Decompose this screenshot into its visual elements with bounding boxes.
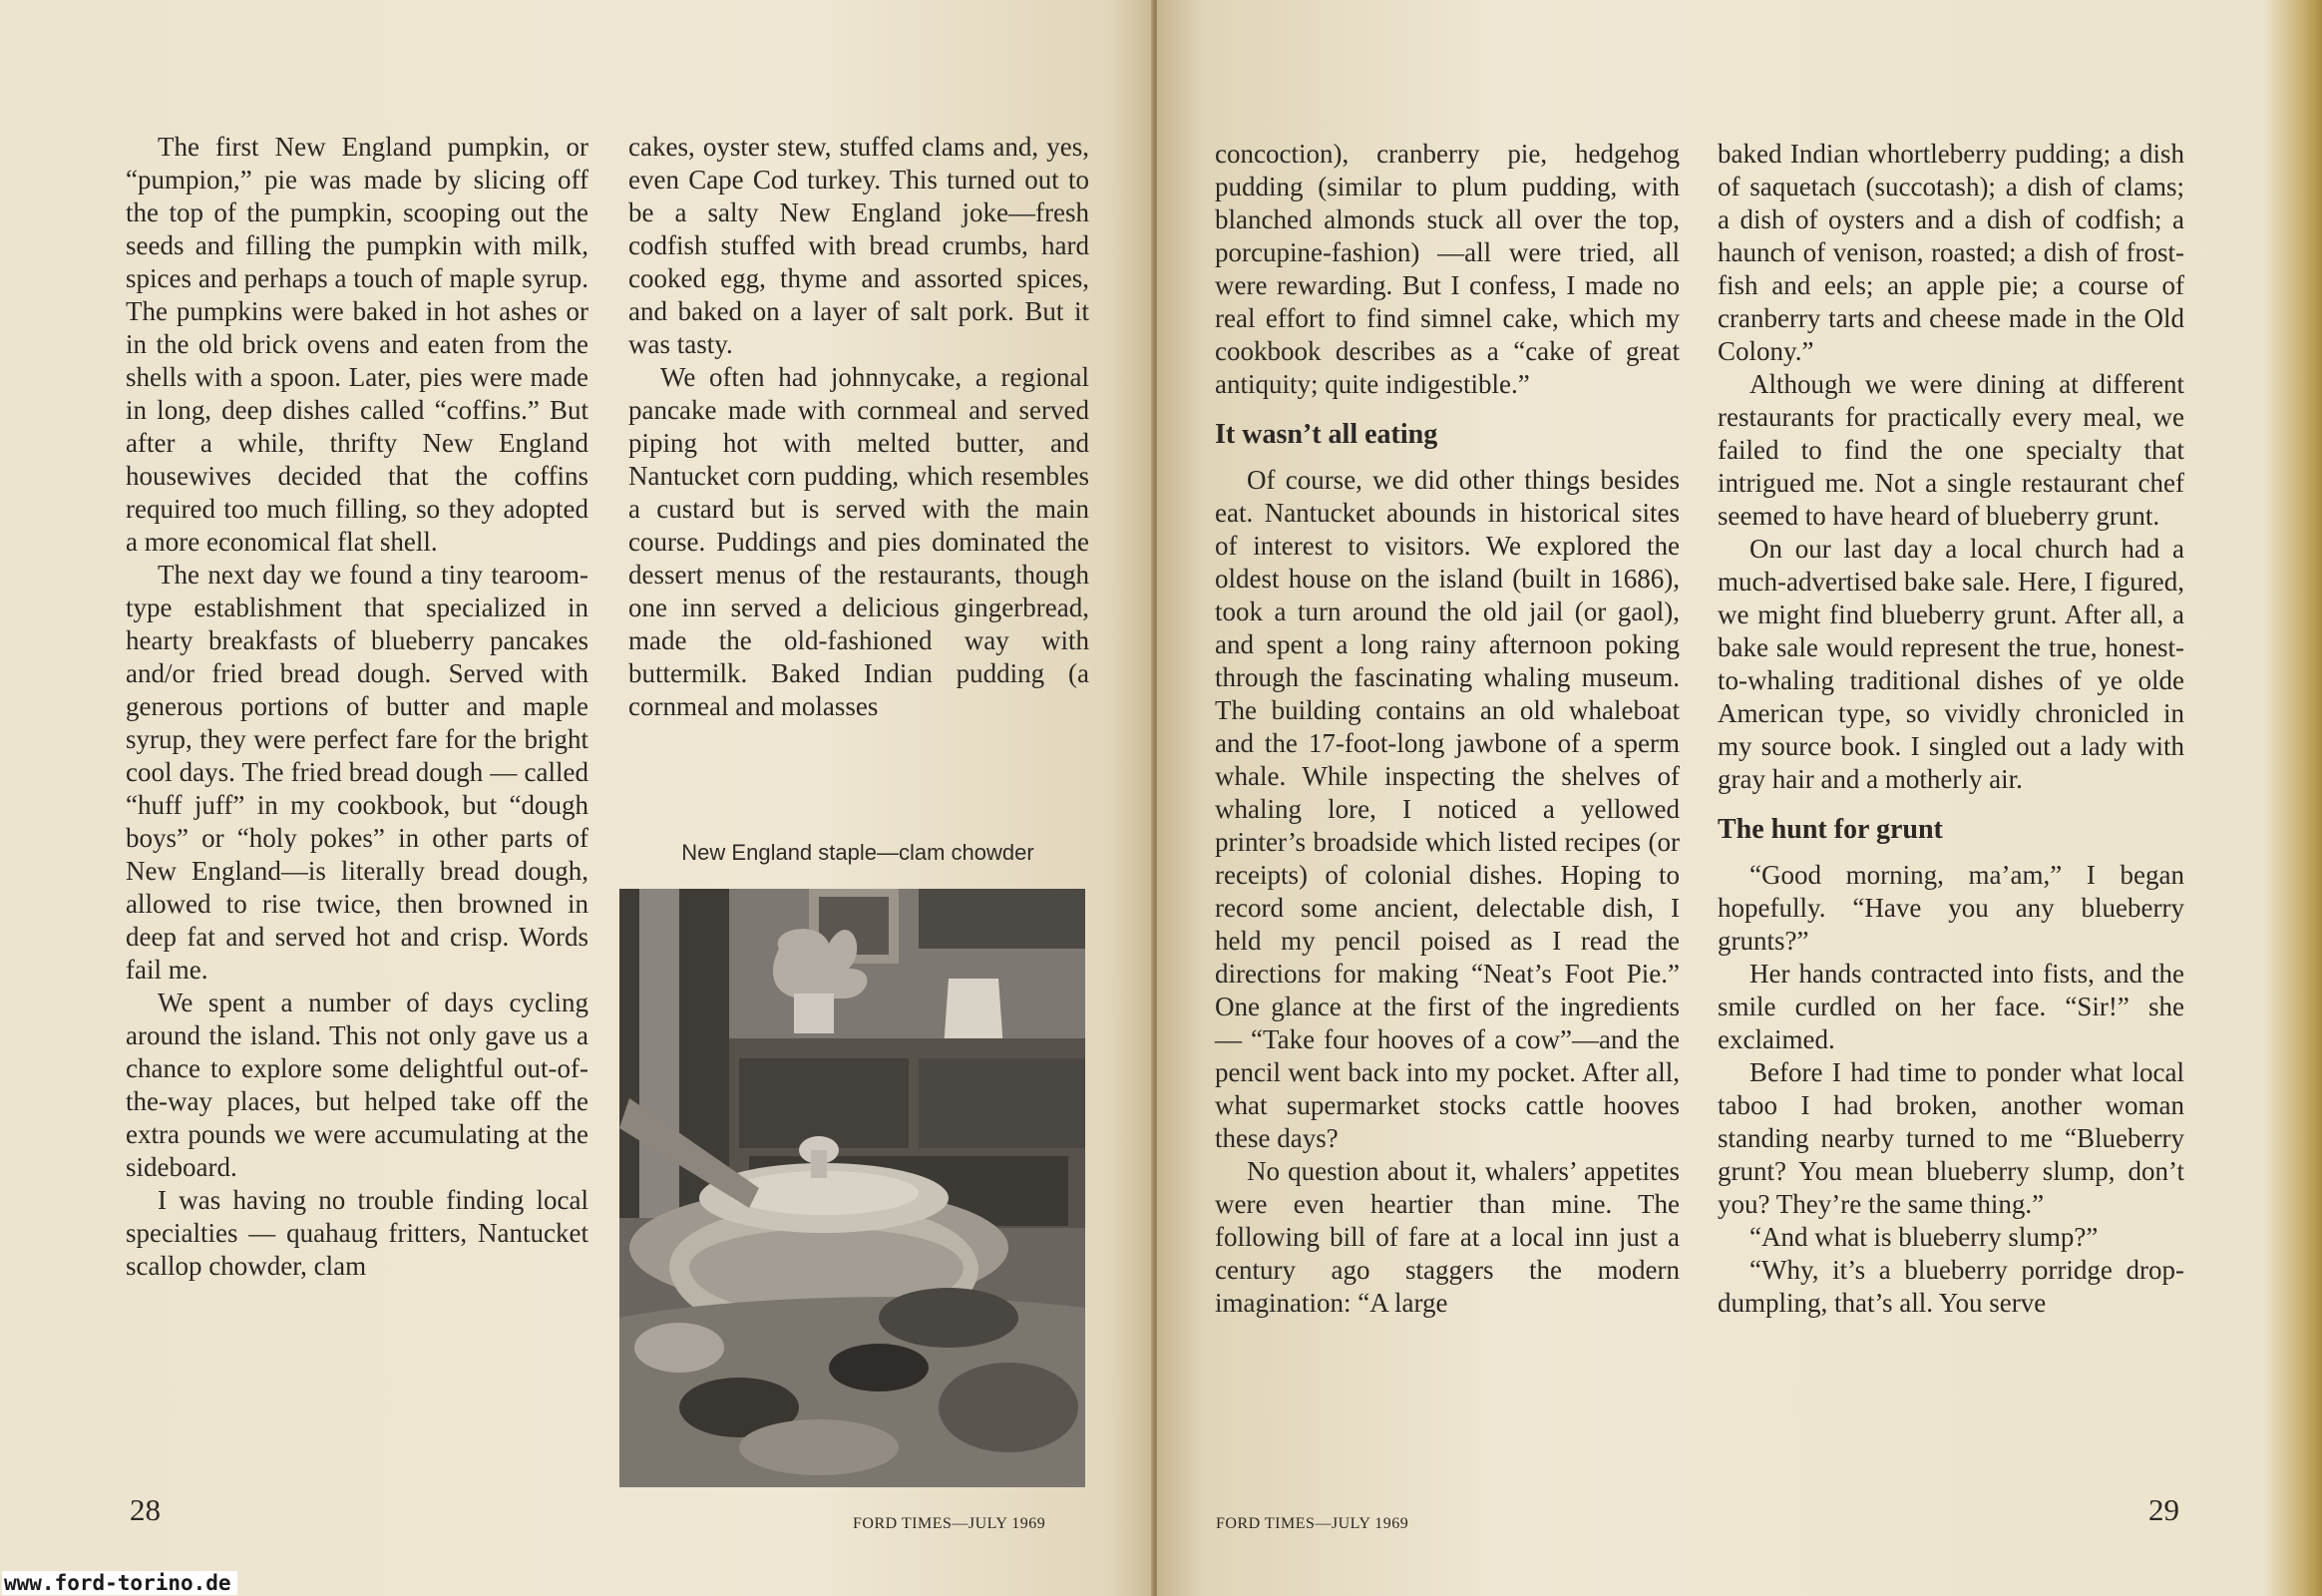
paragraph: “Why, it’s a blueberry porridge drop-dumpling, that’s all. You serve	[1718, 1255, 2184, 1318]
tureen-illustration	[619, 889, 1085, 1487]
clam-chowder-photo	[619, 889, 1085, 1487]
left-page	[0, 0, 1153, 1596]
paragraph: concoction), cranberry pie, hedgehog pudding (similar to plum pudding, with blanched almonds stuck all over the top, porcupine-fashion) —all were tried, all were rewarding. But I confess, I made no real effort to find simnel cake, which my cookbook describes as a “cake of great antiquity; quite indigestible.”	[1215, 139, 1680, 399]
paragraph: We spent a number of days cycling around the island. This not only gave us a chance to explore some delightful out-of-the-way places, but helped take off the extra pounds we were accumulating at the sideboard.	[126, 988, 588, 1182]
paragraph: No question about it, whalers’ appetites were even heartier than mine. The following bill of fare at a local inn just a century ago staggers the modern imagination: “A large	[1215, 1156, 1680, 1318]
right-column-1	[1215, 138, 1680, 1320]
right-page	[1157, 0, 2322, 1596]
paragraph: Although we were dining at different restaurants for practically every meal, we failed to find the one specialty that intrigued me. Not a single restaurant chef seemed to have heard of blueberry grunt.	[1718, 369, 2184, 531]
paragraph: I was having no trouble finding local specialties — quahaug fritters, Nantucket scallop chowder, clam	[126, 1185, 588, 1281]
paragraph: baked Indian whortleberry pudding; a dish of saquetach (succotash); a dish of clams; a dish of oysters and a dish of codfish; a haunch of venison, roasted; a dish of frost-fish and eels; an apple pie; a course of cranberry tarts and cheese made in the Old Colony.”	[1718, 139, 2184, 366]
paragraph: The next day we found a tiny tearoom-type establishment that specialized in hearty breakfasts of blueberry pancakes and/or fried bread dough. Served with generous portions of butter and maple syrup, they were perfect fare for the bright cool days. The fried bread dough — called “huff juff” in my cookbook, but “dough boys” or “holy pokes” in other parts of New England—is literally bread dough, allowed to rise twice, then browned in deep fat and served hot and crisp. Words fail me.	[126, 560, 588, 985]
paragraph: On our last day a local church had a much-advertised bake sale. Here, I figured, we might find blueberry grunt. After all, a bake sale would represent the true, honest-to-whaling traditional dishes of ye olde American type, so vividly chronicled in my source book. I singled out a lady with gray hair and a motherly air.	[1718, 534, 2184, 794]
section-heading: The hunt for grunt	[1718, 814, 1943, 845]
paragraph: The first New England pumpkin, or “pumpion,” pie was made by slicing off the top of the pumpkin, scooping out the seeds and filling the pumpkin with milk, spices and perhaps a touch of maple syrup. The pumpkins were baked in hot ashes or in the old brick ovens and eaten from the shells with a spoon. Later, pies were made in long, deep dishes called “coffins.” But after a while, thrifty New England housewives decided that the coffins required too much filling, so they adopted a more economical flat shell.	[126, 132, 588, 557]
paragraph: Before I had time to ponder what local taboo I had broken, another woman standing nearby turned to me “Blueberry grunt? You mean blueberry slump, don’t you? They’re the same thing.”	[1718, 1057, 2184, 1219]
left-column-2	[628, 131, 1089, 723]
right-column-2	[1718, 138, 2184, 1320]
paragraph: Her hands contracted into fists, and the smile curdled on her face. “Sir!” she exclaimed.	[1718, 959, 2184, 1054]
page-footer: FORD TIMES—JULY 1969	[853, 1515, 1046, 1532]
page-number: 28	[130, 1492, 161, 1527]
paragraph: cakes, oyster stew, stuffed clams and, yes, even Cape Cod turkey. This turned out to be a salty New England joke—fresh codfish stuffed with bread crumbs, hard cooked egg, thyme and assorted spices, and baked on a layer of salt pork. But it was tasty.	[628, 132, 1089, 359]
page-footer: FORD TIMES—JULY 1969	[1216, 1515, 1409, 1532]
photo-caption: New England staple—clam chowder	[681, 840, 1034, 865]
paragraph: Of course, we did other things besides eat. Nantucket abounds in historical sites of interest to visitors. We explored the oldest house on the island (built in 1686), took a turn around the old jail (or gaol), and spent a long rainy afternoon poking through the fascinating whaling museum. The building contains an old whaleboat and the 17-foot-long jawbone of a sperm whale. While inspecting the shelves of whaling lore, I noticed a yellowed printer’s broadside which listed recipes (or receipts) of colonial dishes. Hoping to record some ancient, delectable dish, I held my pencil poised as I read the directions for making “Neat’s Foot Pie.” One glance at the first of the ingredients — “Take four hooves of a cow”—and the pencil went back into my pocket. After all, what supermarket stocks cattle hooves these days?	[1215, 465, 1680, 1153]
paragraph: We often had johnnycake, a regional pancake made with cornmeal and served piping hot with melted butter, and Nantucket corn pudding, which resembles a custard but is served with the main course. Puddings and pies dominated the dessert menus of the restaurants, though one inn served a delicious gingerbread, made the old-fashioned way with buttermilk. Baked Indian pudding (a cornmeal and molasses	[628, 362, 1089, 721]
watermark-link[interactable]: www.ford-torino.de	[2, 1571, 237, 1595]
paragraph: “And what is blueberry slump?”	[1749, 1222, 2099, 1252]
section-heading: It wasn’t all eating	[1215, 419, 1438, 450]
page-number: 29	[2148, 1492, 2179, 1527]
paragraph: “Good morning, ma’am,” I began hopefully. “Have you any blueberry grunts?”	[1718, 860, 2184, 956]
left-column-1	[126, 131, 588, 1283]
